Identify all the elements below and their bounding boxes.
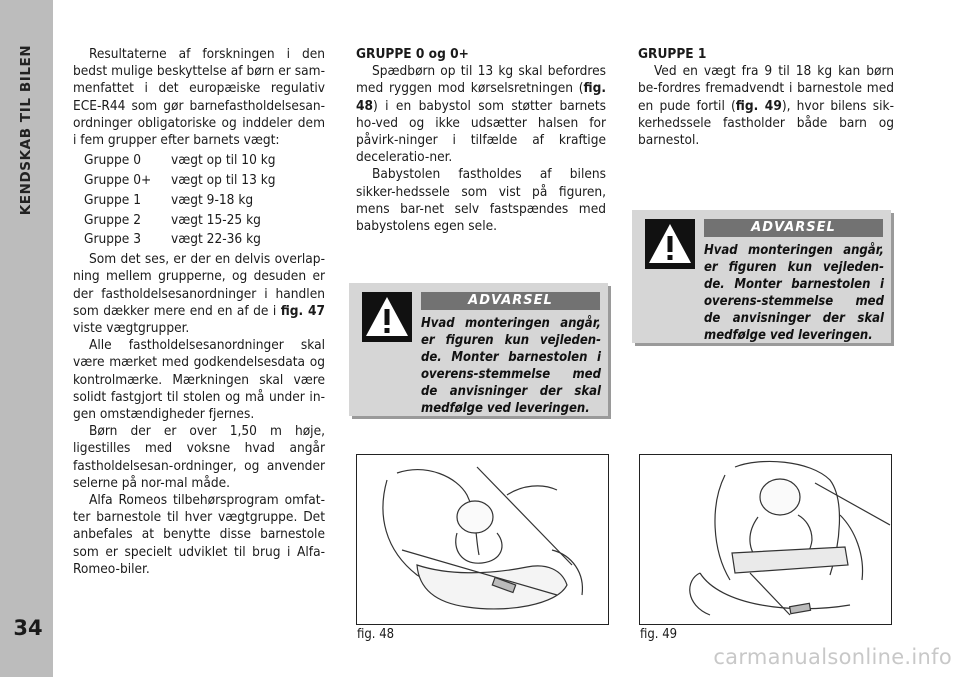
warning-box-group-1 — [632, 210, 891, 343]
group-name: Gruppe 0+ — [84, 172, 152, 189]
warning-title: ADVARSEL — [704, 219, 883, 237]
page-number: 34 — [13, 616, 43, 640]
figure-49-forward-facing-seat — [639, 454, 892, 625]
weight-group-row — [84, 171, 276, 191]
fig-47-reference: fig. 47 — [280, 302, 325, 319]
watermark: carmanualsonline.info — [713, 645, 952, 669]
group-name: Gruppe 2 — [84, 211, 141, 228]
weight-group-table — [84, 151, 276, 250]
group-1-heading: GRUPPE 1 — [638, 46, 707, 62]
fig-49-reference: fig. 49 — [735, 97, 782, 114]
warning-triangle-icon — [645, 219, 695, 269]
warning-title: ADVARSEL — [421, 292, 600, 310]
group-weight: vægt op til 10 kg — [171, 152, 276, 169]
group-weight: vægt op til 13 kg — [171, 172, 276, 189]
warning-box-group-0 — [349, 283, 608, 416]
warning-text: Hvad monteringen angår, er figuren kun vejleden-de. Monter barnestolen i overens-stemmelse med de anvisninger der skal medfølge ved leveringen. — [704, 243, 884, 343]
group-name: Gruppe 0 — [84, 152, 141, 169]
figure-49-caption: fig. 49 — [640, 627, 678, 642]
group-weight: vægt 15-25 kg — [171, 211, 261, 228]
baby-seat-illustration — [357, 455, 608, 624]
column-right — [638, 46, 894, 149]
approval-paragraph: Alle fastholdelsesanordninger skal være mærket med godkendelsesdata og kontrolmærke. Mærkningen skal være solidt fastgjort til stolen og må under in-gen omstændigheder fjernes. — [73, 337, 325, 423]
overlap-paragraph: Som det ses, er der en delvis overlap-ning mellem grupperne, og desuden er der fastholdelsesanordninger i handlen som dækker mere end en af de i fig. 47 viste vægtgrupper. — [73, 251, 325, 337]
child-seat-illustration — [640, 455, 891, 624]
warning-text: Hvad monteringen angår, er figuren kun vejleden-de. Monter barnestolen i overens-stemmelse med de anvisninger der skal medfølge ved leveringen. — [421, 316, 601, 416]
group-name: Gruppe 1 — [84, 191, 141, 208]
accessory-paragraph: Alfa Romeos tilbehørsprogram omfat-ter barnestole til hver vægtgruppe. Det anbefales at benytte disse barnestole som er specielt udviklet til brug i Alfa-Romeo-biler. — [73, 492, 325, 577]
group-weight: vægt 22-36 kg — [171, 231, 261, 248]
figure-48-rear-facing-baby-seat — [356, 454, 609, 625]
column-left — [73, 46, 325, 578]
figure-48-caption: fig. 48 — [357, 627, 395, 642]
height-paragraph: Børn der er over 1,50 m høje, ligestilles med voksne hvad angår fastholdelsesan-ordninger, og anvender selerne på nor-mal måde. — [73, 423, 325, 491]
group-name: Gruppe 3 — [84, 231, 141, 248]
group-weight: vægt 9-18 kg — [171, 191, 254, 208]
fig-48-reference: fig. 48 — [356, 80, 606, 114]
section-title: KENDSKAB TIL BILEN — [18, 44, 34, 216]
column-middle — [356, 46, 606, 235]
warning-triangle-icon — [362, 292, 412, 342]
weight-group-row — [84, 191, 276, 211]
group-0-heading: GRUPPE 0 og 0+ — [356, 46, 469, 62]
weight-group-row — [84, 230, 276, 250]
babyseat-paragraph: Babystolen fastholdes af bilens sikker-hedssele som vist på figuren, mens bar-net selv fastspændes med babystolens egen sele. — [356, 166, 606, 235]
weight-group-row — [84, 151, 276, 171]
sidebar — [0, 0, 53, 677]
group-1-paragraph: Ved en vægt fra 9 til 18 kg kan børn be-fordres fremadvendt i barnestole med en pude fortil (fig. 49), hvor bilens sik-kerhedssele fastholder både barn og barnestol. — [638, 63, 894, 149]
group-0-paragraph: Spædbørn op til 13 kg skal befordres med ryggen mod kørselsretningen (fig. 48) i en babystol som støtter barnets ho-ved og ikke udsætter halsen for påvirk-ninger i tilfælde af kraftige deceleratio-ner. — [356, 63, 606, 166]
weight-group-row — [84, 211, 276, 231]
intro-paragraph: Resultaterne af forskningen i den bedst mulige beskyttelse af børn er sam-menfattet i det europæiske regulativ ECE-R44 som gør barnefastholdelsesan-ordninger obligatoriske og inddeler dem i fem grupper efter barnets vægt: — [73, 46, 325, 149]
